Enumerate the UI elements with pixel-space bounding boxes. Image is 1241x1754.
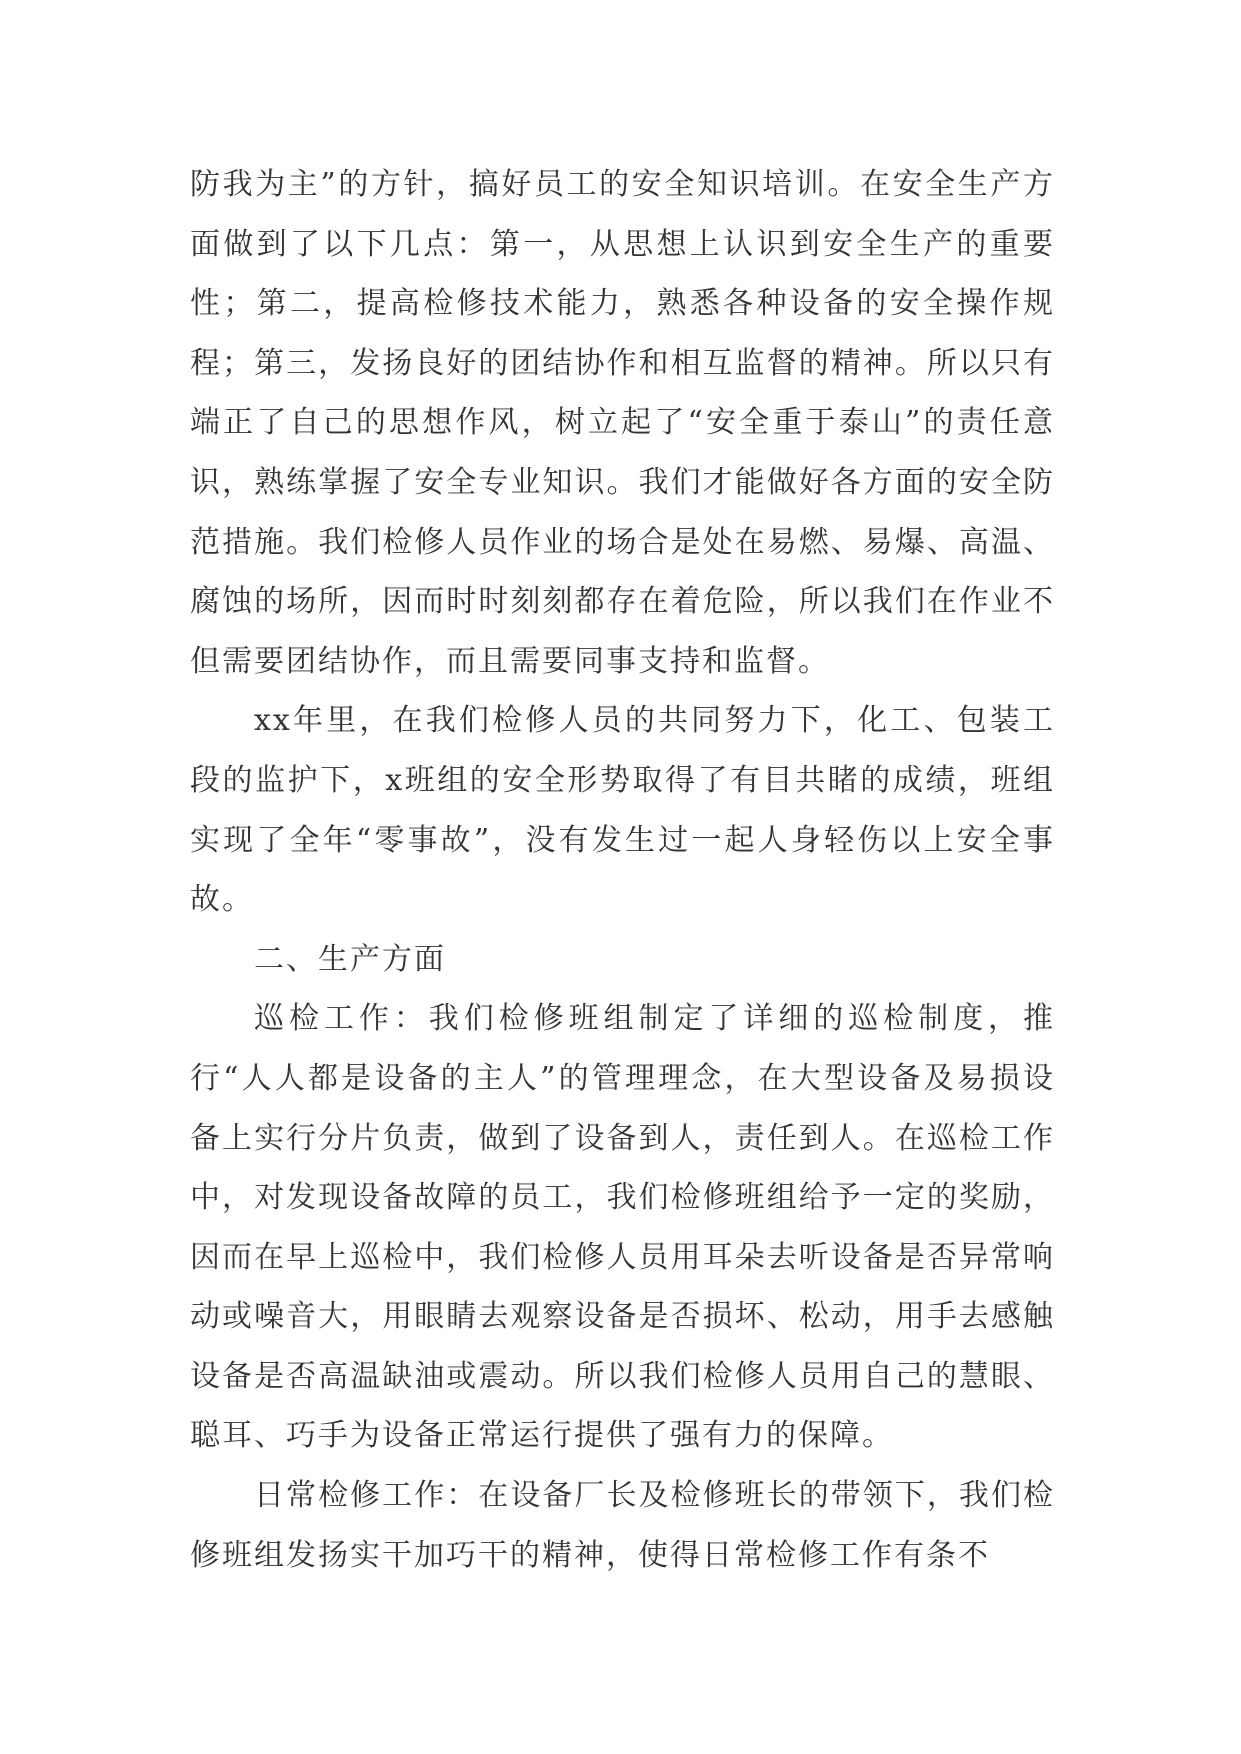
paragraph-inspection-work: 巡检工作：我们检修班组制定了详细的巡检制度，推行“人人都是设备的主人”的管理理念，在大型设备及易损设备上实行分片负责，做到了设备到人，责任到人。在巡检工作中，对发现设备故障的员工，我们检修班组给予一定的奖励，因而在早上巡检中，我们检修人员用耳朵去听设备是否异常响动或噪音大，用眼睛去观察设备是否损坏、松动，用手去感触设备是否高温缺油或震动。所以我们检修人员用自己的慧眼、聪耳、巧手为设备正常运行提供了强有力的保障。 <box>190 1001 1055 1454</box>
paragraph-safety-measures: 防我为主”的方针，搞好员工的安全知识培训。在安全生产方面做到了以下几点：第一，从思想上认识到安全生产的重要性；第二，提高检修技术能力，熟悉各种设备的安全操作规程；第三，发扬良好的团结协作和相互监督的精神。所以只有端正了自己的思想作风，树立起了“安全重于泰山”的责任意识，熟练掌握了安全专业知识。我们才能做好各方面的安全防范措施。我们检修人员作业的场合是处在易燃、易爆、高温、腐蚀的场所，因而时时刻刻都存在着危险，所以我们在作业不但需要团结协作，而且需要同事支持和监督。 <box>190 167 1055 679</box>
section-heading-production: 二、生产方面 <box>254 941 446 977</box>
document-body <box>190 155 1055 1585</box>
paragraph-safety-results: xx年里，在我们检修人员的共同努力下，化工、包装工段的监护下，x班组的安全形势取得了有目共睹的成绩，班组实现了全年“零事故”，没有发生过一起人身轻伤以上安全事故。 <box>190 703 1055 918</box>
paragraph-daily-maintenance: 日常检修工作：在设备厂长及检修班长的带领下，我们检修班组发扬实干加巧干的精神，使得日常检修工作有条不 <box>190 1478 1055 1573</box>
